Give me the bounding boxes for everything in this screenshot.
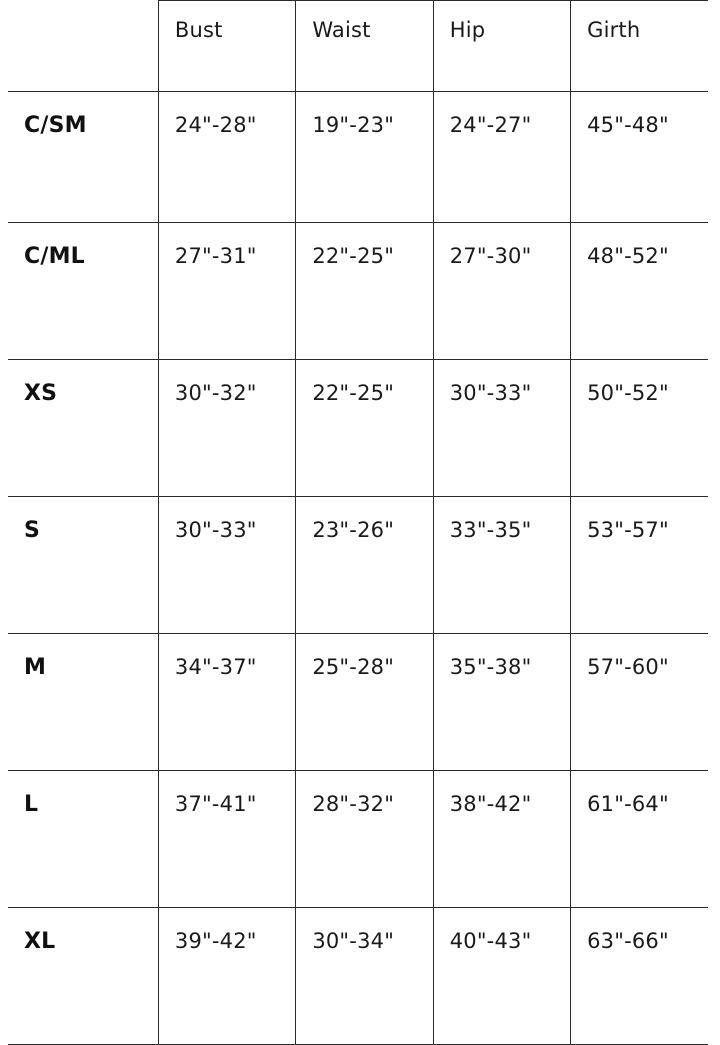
row-size-label: L <box>8 771 158 908</box>
table-row <box>8 908 708 1045</box>
table-row <box>8 92 708 223</box>
cell-hip: 38"-42" <box>433 771 570 908</box>
cell-hip: 40"-43" <box>433 908 570 1045</box>
row-size-label: XL <box>8 908 158 1045</box>
cell-bust: 37"-41" <box>158 771 295 908</box>
size-chart-table <box>8 0 708 1045</box>
column-header-corner <box>8 1 158 92</box>
cell-bust: 30"-32" <box>158 360 295 497</box>
cell-girth: 53"-57" <box>571 497 708 634</box>
row-size-label: M <box>8 634 158 771</box>
table-header-row <box>8 1 708 92</box>
cell-girth: 48"-52" <box>571 223 708 360</box>
row-size-label: C/ML <box>8 223 158 360</box>
cell-waist: 28"-32" <box>296 771 433 908</box>
column-header-girth: Girth <box>571 1 708 92</box>
column-header-waist: Waist <box>296 1 433 92</box>
cell-waist: 19"-23" <box>296 92 433 223</box>
table-row <box>8 634 708 771</box>
cell-girth: 63"-66" <box>571 908 708 1045</box>
cell-girth: 57"-60" <box>571 634 708 771</box>
row-size-label: XS <box>8 360 158 497</box>
cell-waist: 22"-25" <box>296 360 433 497</box>
row-size-label: S <box>8 497 158 634</box>
cell-girth: 61"-64" <box>571 771 708 908</box>
cell-hip: 30"-33" <box>433 360 570 497</box>
column-header-bust: Bust <box>158 1 295 92</box>
cell-hip: 27"-30" <box>433 223 570 360</box>
table-row <box>8 497 708 634</box>
cell-hip: 24"-27" <box>433 92 570 223</box>
cell-bust: 27"-31" <box>158 223 295 360</box>
table-header <box>8 1 708 92</box>
cell-waist: 25"-28" <box>296 634 433 771</box>
cell-bust: 39"-42" <box>158 908 295 1045</box>
column-header-hip: Hip <box>433 1 570 92</box>
cell-bust: 24"-28" <box>158 92 295 223</box>
table-body <box>8 92 708 1045</box>
cell-girth: 45"-48" <box>571 92 708 223</box>
row-size-label: C/SM <box>8 92 158 223</box>
cell-hip: 33"-35" <box>433 497 570 634</box>
cell-hip: 35"-38" <box>433 634 570 771</box>
cell-bust: 30"-33" <box>158 497 295 634</box>
cell-bust: 34"-37" <box>158 634 295 771</box>
cell-girth: 50"-52" <box>571 360 708 497</box>
table-row <box>8 771 708 908</box>
cell-waist: 30"-34" <box>296 908 433 1045</box>
cell-waist: 23"-26" <box>296 497 433 634</box>
table-row <box>8 360 708 497</box>
cell-waist: 22"-25" <box>296 223 433 360</box>
table-row <box>8 223 708 360</box>
